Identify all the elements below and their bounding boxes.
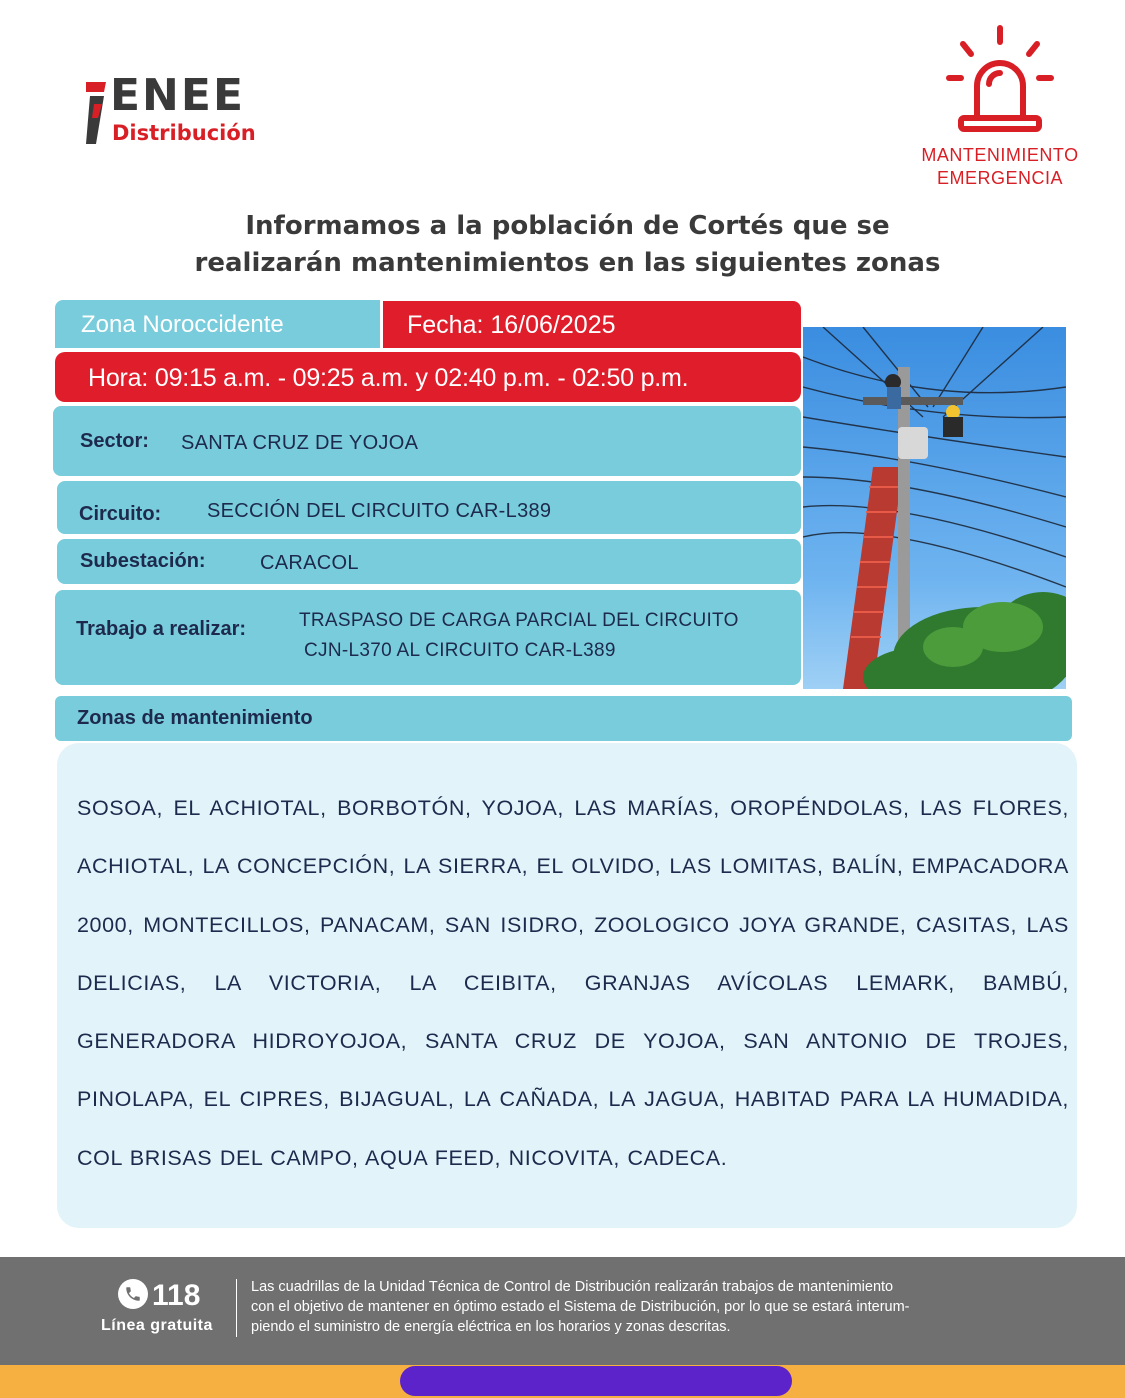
logo-brand-name: ENEE	[110, 70, 245, 121]
subestacion-value: CARACOL	[260, 552, 359, 574]
fecha-badge: Fecha: 16/06/2025	[383, 301, 801, 348]
trabajo-value-line-2: CJN-L370 AL CIRCUITO CAR-L389	[304, 640, 616, 661]
logo-subtitle: Distribución	[112, 121, 256, 145]
headline-line-2: realizarán mantenimientos en las siguientes zonas	[194, 248, 941, 278]
siren-icon	[945, 22, 1055, 134]
zonas-list-text: SOSOA, EL ACHIOTAL, BORBOTÓN, YOJOA, LAS MARÍAS, OROPÉNDOLAS, LAS FLORES, ACHIOTAL, LA CONCEPCIÓN, LA SIERRA, EL OLVIDO, LAS LOMITAS, BALÍN, EMPACADORA 2000, MONTECILLOS, PANACAM, SAN ISIDRO, ZOOLOGICO JOYA GRANDE, CASITAS, LAS DELICIAS, LA VICTORIA, LA CEIBITA, GRANJAS AVÍCOLAS LEMARK, BAMBÚ, GENERADORA HIDROYOJOA, SANTA CRUZ DE YOJOA, SAN ANTONIO DE TROJES, PINOLAPA, EL CIPRES, BIJAGUAL, LA CAÑADA, LA JAGUA, HABITAD PARA LA HUMADIDA, COL BRISAS DEL CAMPO, AQUA FEED, NICOVITA, CADECA.	[77, 796, 1069, 1170]
footer-divider	[236, 1279, 237, 1337]
enee-logo-mark-icon	[84, 82, 110, 144]
circuito-label: Circuito:	[79, 503, 162, 525]
sector-row	[53, 406, 801, 476]
phone-icon	[118, 1279, 148, 1309]
sector-label: Sector:	[80, 430, 149, 452]
alert-line-2: EMERGENCIA	[936, 168, 1064, 188]
trabajo-row	[55, 590, 801, 685]
zonas-header-label: Zonas de mantenimiento	[77, 707, 313, 729]
circuito-row	[57, 481, 801, 534]
power-pole-illustration-icon	[803, 327, 1066, 689]
phone-handset-icon	[124, 1285, 142, 1303]
emergency-badge	[900, 22, 1100, 192]
zona-badge: Zona Noroccidente	[55, 300, 380, 348]
page-headline	[60, 208, 1075, 282]
zonas-header	[55, 696, 1072, 741]
trabajo-label: Trabajo a realizar:	[76, 618, 247, 640]
bottom-bar-purple-pill	[400, 1366, 792, 1396]
circuito-value: SECCIÓN DEL CIRCUITO CAR-L389	[207, 500, 552, 522]
bottom-bar-orange-pill	[0, 1366, 415, 1396]
legal-line-1: Las cuadrillas de la Unidad Técnica de Control de Distribución realizarán trabajos de mantenimiento	[251, 1279, 894, 1295]
zonas-panel	[57, 743, 1077, 1228]
enee-logo	[84, 70, 314, 150]
phone-label: Línea gratuita	[101, 1317, 213, 1334]
subestacion-row	[57, 539, 801, 584]
headline-line-1: Informamos a la población de Cortés que se	[245, 211, 890, 241]
lineworker-photo	[803, 327, 1066, 689]
alert-line-1: MANTENIMIENTO	[921, 145, 1079, 165]
hora-badge: Hora: 09:15 a.m. - 09:25 a.m. y 02:40 p.m. - 02:50 p.m.	[55, 352, 801, 402]
legal-line-2: con el objetivo de mantener en óptimo estado el Sistema de Distribución, por lo que se estará interum-	[251, 1299, 910, 1315]
legal-line-3: piendo el suministro de energía eléctrica en los horarios y zonas descritas.	[251, 1319, 731, 1335]
subestacion-label: Subestación:	[80, 550, 206, 572]
phone-number: 118	[152, 1279, 201, 1312]
footer-legal-text	[251, 1277, 1051, 1337]
sector-value: SANTA CRUZ DE YOJOA	[181, 432, 419, 454]
trabajo-value-line-1: TRASPASO DE CARGA PARCIAL DEL CIRCUITO	[299, 610, 739, 631]
